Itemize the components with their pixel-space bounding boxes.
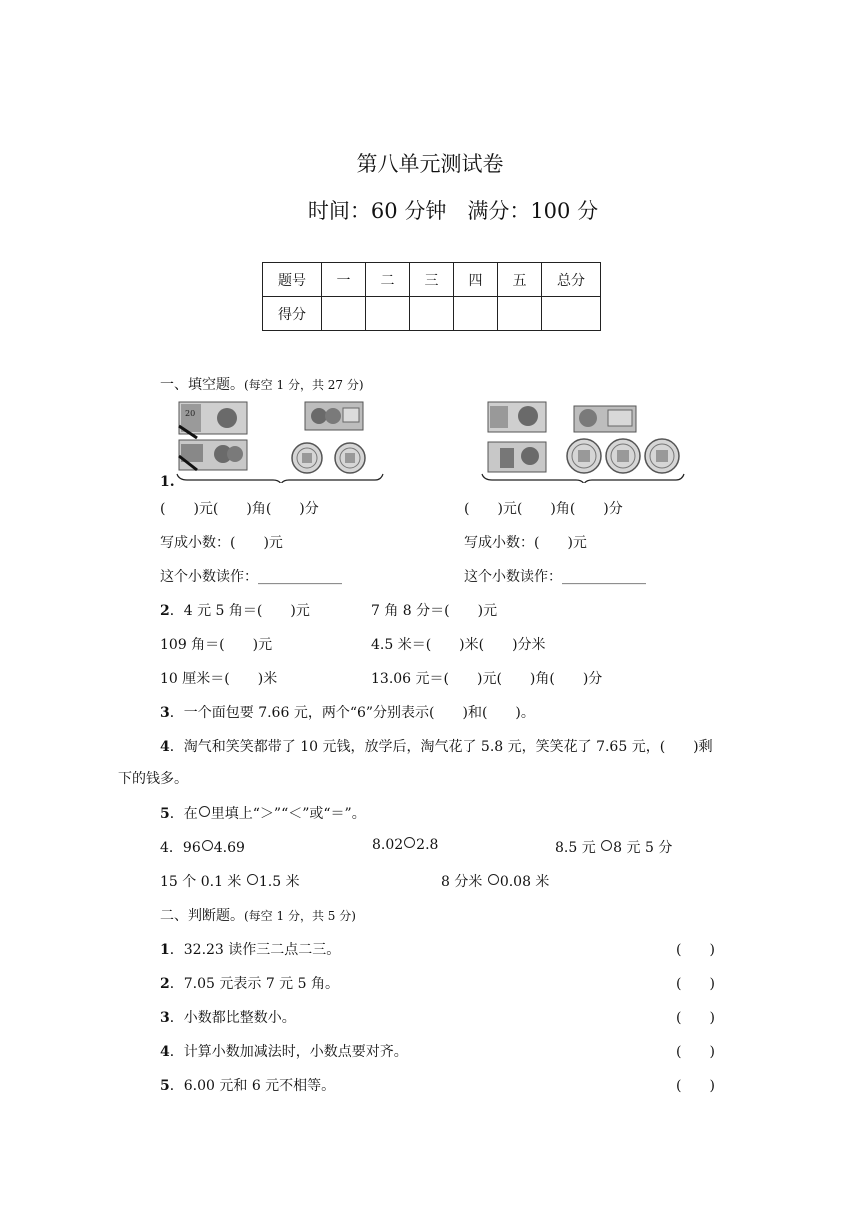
judge-item: 4．计算小数加减法时，小数点要对齐。 [160, 1044, 408, 1060]
compare-circle-blank[interactable] [488, 874, 499, 885]
score-input-cell[interactable] [498, 297, 542, 331]
compare-circle-blank[interactable] [601, 840, 612, 851]
banknote-10-yuan-image [488, 402, 546, 432]
q2-item: 10 厘米＝( )米 [160, 671, 278, 687]
score-input-cell[interactable] [366, 297, 410, 331]
coin-1-jiao-image [292, 443, 322, 473]
score-table-score-row [263, 297, 601, 331]
score-input-cell[interactable] [542, 297, 601, 331]
banknote-20-yuan-image [179, 402, 247, 438]
q2-item: 4.5 米＝( )米( )分米 [371, 637, 546, 653]
table-cell: 四 [454, 263, 498, 297]
compare-item: 8 分米 0.08 米 [441, 874, 550, 890]
compare-circle-blank[interactable] [202, 840, 213, 851]
q1-right-read-line: 这个小数读作：____________ [464, 569, 646, 585]
score-table-header-row [263, 263, 601, 297]
table-cell: 一 [322, 263, 366, 297]
section-2-heading: 二、判断题。(每空 1 分，共 5 分) [160, 908, 356, 924]
q4-text-line1: 4．淘气和笑笑都带了 10 元钱，放学后，淘气花了 5.8 元，笑笑花了 7.65 元，( )剩 [160, 739, 713, 755]
brace-right [482, 474, 684, 483]
score-input-cell[interactable] [322, 297, 366, 331]
table-cell: 五 [498, 263, 542, 297]
table-cell: 总分 [542, 263, 601, 297]
page-subtitle: 时间：60 分钟 满分：100 分 [307, 199, 599, 223]
judge-item: 2．7.05 元表示 7 元 5 角。 [160, 976, 339, 992]
q3-text: 3．一个面包要 7.66 元，两个“6”分别表示( )和( )。 [160, 705, 535, 721]
compare-circle-blank[interactable] [404, 837, 415, 848]
q1-left-yuan-line: ( )元( )角( )分 [160, 501, 319, 517]
section-1-heading: 一、填空题。(每空 1 分，共 27 分) [160, 377, 364, 393]
judge-answer-blank[interactable]: ( ) [676, 976, 715, 992]
banknote-10-yuan-image [179, 440, 247, 470]
q2-item: 13.06 元＝( )元( )角( )分 [371, 671, 603, 687]
compare-item: 8.02 2.8 [372, 837, 439, 853]
circle-blank-icon [199, 806, 210, 817]
table-cell: 得分 [263, 297, 322, 331]
judge-answer-blank[interactable]: ( ) [676, 942, 715, 958]
judge-item: 3．小数都比整数小。 [160, 1010, 296, 1026]
q1-right-yuan-line: ( )元( )角( )分 [464, 501, 623, 517]
judge-answer-blank[interactable]: ( ) [676, 1078, 715, 1094]
coin-1-yuan-image [567, 439, 601, 473]
money-picture-right [480, 398, 690, 483]
judge-item: 5．6.00 元和 6 元不相等。 [160, 1078, 336, 1094]
compare-item: 4．96 4.69 [160, 840, 245, 856]
question-number: 1. [160, 474, 175, 490]
coin-1-jiao-image [335, 443, 365, 473]
q5-prompt: 5．在 里填上“＞”“＜”或“＝”。 [160, 806, 366, 822]
score-input-cell[interactable] [410, 297, 454, 331]
table-cell: 三 [410, 263, 454, 297]
q2-item: 2．4 元 5 角＝( )元 [160, 603, 310, 619]
q2-item: 7 角 8 分＝( )元 [371, 603, 498, 619]
table-cell: 二 [366, 263, 410, 297]
q1-left-decimal-line: 写成小数：( )元 [160, 535, 283, 551]
q1-right-decimal-line: 写成小数：( )元 [464, 535, 587, 551]
compare-circle-blank[interactable] [247, 874, 258, 885]
score-input-cell[interactable] [454, 297, 498, 331]
money-picture-left [175, 398, 385, 483]
brace-left [177, 474, 383, 483]
table-cell: 题号 [263, 263, 322, 297]
coin-1-yuan-image [606, 439, 640, 473]
coin-1-yuan-image [645, 439, 679, 473]
judge-answer-blank[interactable]: ( ) [676, 1010, 715, 1026]
compare-item: 8.5 元 8 元 5 分 [555, 840, 673, 856]
q1-left-read-line: 这个小数读作：____________ [160, 569, 342, 585]
page-title: 第八单元测试卷 [356, 152, 504, 176]
q4-text-line2: 下的钱多。 [118, 771, 188, 787]
banknote-1-jiao-image [305, 402, 363, 430]
compare-item: 15 个 0.1 米 1.5 米 [160, 874, 300, 890]
q2-item: 109 角＝( )元 [160, 637, 273, 653]
score-table [262, 262, 601, 331]
banknote-5-jiao-image [574, 406, 636, 432]
banknote-1-yuan-image [488, 442, 546, 472]
judge-answer-blank[interactable]: ( ) [676, 1044, 715, 1060]
judge-item: 1．32.23 读作三二点二三。 [160, 942, 341, 958]
svg-text:20: 20 [185, 409, 196, 418]
